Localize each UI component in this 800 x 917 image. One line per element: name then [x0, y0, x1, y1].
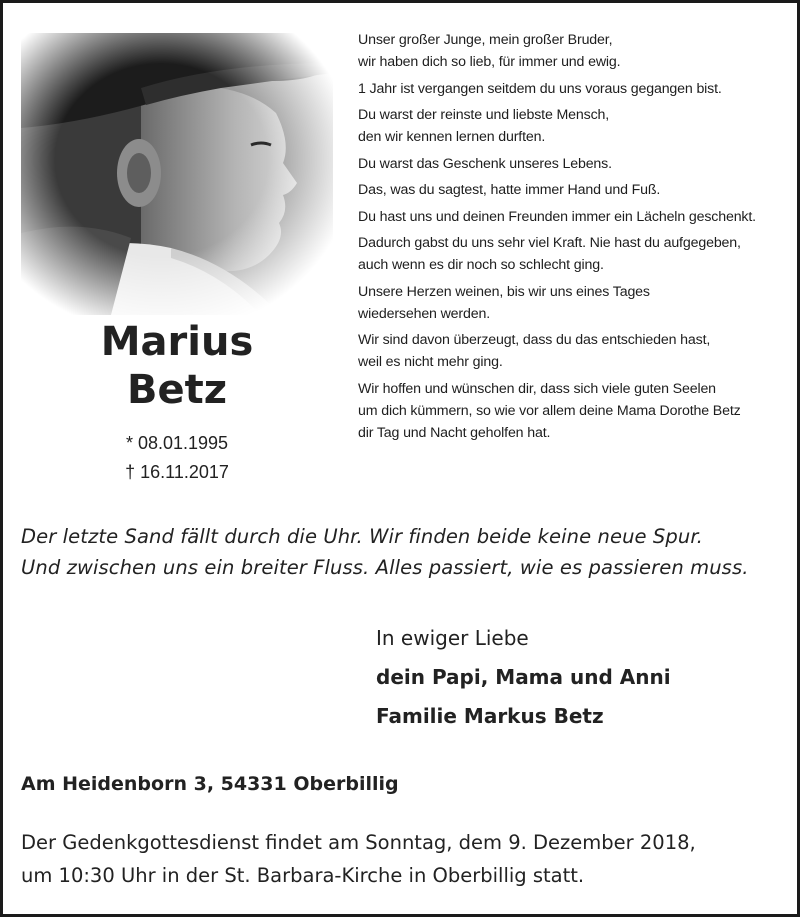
- poem-stanza: [358, 206, 798, 228]
- poem-stanza: [358, 153, 798, 175]
- signature-block: [376, 619, 796, 735]
- poem-line: Du warst der reinste und liebste Mensch,: [358, 107, 610, 123]
- portrait-photo: [21, 33, 333, 315]
- poem-line: Dadurch gabst du uns sehr viel Kraft. Nie hast du aufgegeben,: [358, 235, 741, 251]
- service-line: um 10:30 Uhr in der St. Barbara-Kirche in Oberbillig statt.: [21, 864, 585, 887]
- first-name: Marius: [100, 319, 254, 365]
- poem-line: Unser großer Junge, mein großer Bruder,: [358, 32, 613, 48]
- poem-line: auch wenn es dir noch so schlecht ging.: [358, 257, 604, 273]
- poem-stanza: [358, 378, 798, 444]
- poem-line: Du hast uns und deinen Freunden immer ein Lächeln geschenkt.: [358, 208, 756, 225]
- signature-family-extended: Familie Markus Betz: [376, 704, 604, 728]
- poem-line: Das, was du sagtest, hatte immer Hand und Fuß.: [358, 182, 661, 198]
- quote-line: Der letzte Sand fällt durch die Uhr. Wir finden beide keine neue Spur.: [21, 525, 703, 548]
- poem-stanza: [358, 29, 798, 73]
- poem-stanza: [358, 281, 798, 325]
- poem-stanza: [358, 232, 798, 276]
- last-name: Betz: [126, 367, 228, 413]
- deceased-name: [21, 318, 333, 414]
- poem-line: den wir kennen lernen durften.: [358, 129, 546, 145]
- poem-line: weil es nicht mehr ging.: [358, 354, 503, 370]
- death-date: † 16.11.2017: [125, 462, 229, 482]
- mourning-address: Am Heidenborn 3, 54331 Oberbillig: [21, 773, 399, 795]
- signature-family: dein Papi, Mama und Anni: [376, 665, 671, 689]
- poem-line: dir Tag und Nacht geholfen hat.: [358, 424, 551, 441]
- poem-line: 1 Jahr ist vergangen seitdem du uns voraus gegangen bist.: [358, 80, 722, 97]
- poem-stanza: [358, 329, 798, 373]
- poem-line: um dich kümmern, so wie vor allem deine Mama Dorothe Betz: [358, 402, 741, 419]
- life-dates: [21, 429, 333, 487]
- memorial-poem: [358, 29, 798, 448]
- poem-line: Wir hoffen und wünschen dir, dass sich viele guten Seelen: [358, 380, 716, 397]
- poem-line: Unsere Herzen weinen, bis wir uns eines Tages: [358, 283, 650, 300]
- poem-line: Du warst das Geschenk unseres Lebens.: [358, 155, 612, 172]
- poem-line: wiedersehen werden.: [358, 305, 491, 322]
- poem-stanza: [358, 78, 798, 100]
- signature-greeting: In ewiger Liebe: [376, 626, 529, 650]
- birth-date: * 08.01.1995: [125, 433, 229, 453]
- poem-stanza: [358, 179, 798, 201]
- memorial-quote: [21, 521, 791, 583]
- poem-line: wir haben dich so lieb, für immer und ewig.: [358, 54, 621, 70]
- memorial-service-notice: [21, 826, 791, 892]
- poem-stanza: [358, 104, 798, 148]
- quote-line: Und zwischen uns ein breiter Fluss. Alles passiert, wie es passieren muss.: [21, 556, 749, 579]
- poem-line: Wir sind davon überzeugt, dass du das entschieden hast,: [358, 332, 711, 348]
- service-line: Der Gedenkgottesdienst findet am Sonntag, dem 9. Dezember 2018,: [21, 831, 696, 854]
